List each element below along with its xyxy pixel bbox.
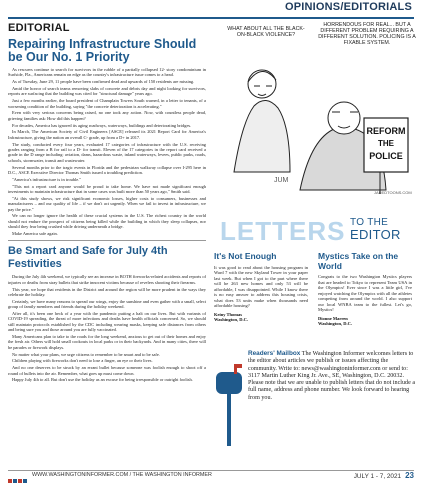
sign-text-1: REFORM: [366, 126, 406, 136]
editorial-para: "At this study shows, we risk significant economic losses, higher costs to consumers, businesses and manufacturers – and our quality of life – if we don't act urgently. When we fail to invest in infrastructure, we pay the price.": [8, 195, 206, 212]
mailbox-content: [248, 350, 416, 402]
footer-url: WWW.WASHINGTONINFORMER.COM / THE WASHINGTON INFORMER: [32, 472, 212, 478]
editorial2-para: Many Americans plan to take to the roads for the long weekend, anxious to get out of their homes and enjoy the fresh air. Others will hold small cookouts in local parks or in their backyards. And in many cities, there will be parades or firework displays.: [8, 334, 206, 350]
page-header: [0, 0, 422, 18]
editorial2-headline: Be Smart and Safe for July 4th Festivities: [8, 245, 168, 271]
editorial-para: For decades, America has ignored its aging roadways, waterways, buildings and deteriorating bridges.: [12, 122, 192, 128]
section-title: OPINIONS/EDITORIALS: [284, 1, 412, 13]
editorial-para: Several months prior to the tragic events in Florida and the pedestrian walkway collapse over I-295 here in D.C., ASCE Executive Director Thomas Smith issued a troubling prediction.: [8, 164, 206, 176]
editorial2-para: During the July 4th weekend, we typically see an increase in BOTH fireworks-related accidents and reports of injuries or deaths from stray bullets that strike innocent victims because of revelers shooting their firearms.: [8, 274, 206, 285]
editorial-para: The study, conducted every four years, evaluated 17 categories of infrastructure with the U.S. receiving grades ranging from a B for rail to a D- for transit. Eleven of the 17 categories in the report card received a grade in the D range including: aviation, dams, hazardous waste, inland waterways, levees, public parks, roads, schools, stormwater, transit and wastewater.: [8, 141, 206, 163]
editorial-kicker: EDITORIAL: [8, 22, 70, 34]
editorial-para: In March, The American Society of Civil Engineers [ASCE] released its 2021 Report Card for America's Infrastructure, giving the nation an overall C- grade, up from a D+ in 2017.: [8, 129, 206, 140]
editorial-para: Even with very serious concerns being raised, no one took any action. Now, with countless people dead, grieving families ask: How did this happen?: [8, 110, 206, 121]
sign-text-2: THE: [378, 139, 394, 148]
editorial-para: As of Tuesday, June 29, 11 people have been confirmed dead and upwards of 150 residents are missing.: [12, 79, 195, 85]
cartoon-credit: JAREDTOONS.COM: [374, 190, 412, 195]
footer-date: [354, 471, 414, 480]
editor-text: EDITOR: [350, 227, 401, 242]
page-number: 23: [405, 471, 414, 480]
letters-banner-big: LETTERS: [220, 216, 346, 246]
cartoon-signature: JUM: [274, 177, 289, 184]
letter-1: [214, 252, 308, 323]
letter-2-place: Washington, D.C.: [318, 321, 353, 326]
editorial-headline: Repairing Infrastructure Should be Our No. 1 Priority: [8, 37, 197, 64]
letter-1-body: It was good to read about the housing program in Ward 7 with the new Skyland Tower in your paper last week. But when I got to the part where there will be 263 new homes and only 53 will be affordable, I was disappointed. While I know there is no easy answer to address this housing crisis, what does 53 units make when thousands need affordable housing?: [214, 264, 308, 308]
mailbox-icon: [214, 358, 244, 448]
cartoon-caption-right: HORRENDOUS FOR REAL... BUT A DIFFERENT PROBLEM REQUIRING A DIFFERENT SOLUTION. POLICING IS A FIXABLE SYSTEM.: [318, 22, 416, 46]
letter-2: [318, 252, 412, 327]
letter-1-place: Washington, D.C.: [214, 317, 249, 322]
letter-2-body: Congrats to the two Washington Mystics players that are headed to Tokyo to represent Team USA in the Olympics! Ever since I was a little girl, I've enjoyed watching the Olympics with all the athletes competing from around the world. I also support our local WNBA team to the fullest. Let's go, Mystics!: [318, 274, 412, 312]
sign-text-3: POLICE: [369, 151, 403, 161]
mailbox-text: The Washington Informer welcomes letters to the editor about articles we publish or issues affecting the community. Write to: news@washingtoninformer.com or send to: 3117 Martin Luther King Jr. Ave., SE, Washington, D.C. 20032. Please note that we are unable to publish letters that do not include a full name, address and phone number. We look forward to hearing from you.: [248, 351, 416, 401]
to-the-text: TO THE: [350, 217, 389, 228]
letter-1-name: Keiny Thomas: [214, 311, 243, 317]
letters-banner-small: [350, 218, 401, 241]
editorial2-para: No matter what your plans, we urge citizens to remember to be smart and to be safe.: [12, 351, 160, 357]
editorial2-para: Certainly, we have many reasons to spread our wings, enjoy the sunshine and even gather with a small, select group of family members and friends during the holiday weekend.: [8, 298, 206, 310]
editorial-cartoon: [214, 22, 416, 198]
editorial2-para: This year, we hope that residents in the District and around the region will be more prudent in the ways they celebrate the holiday.: [8, 286, 206, 298]
footer-squares: [8, 472, 28, 490]
editorial-body: [8, 67, 206, 236]
cartoon-caption-left: WHAT ABOUT ALL THE BLACK-ON-BLACK VIOLENCE?: [227, 26, 305, 38]
divider: [8, 240, 206, 241]
editorial2-para: And no one deserves to be struck by an errant bullet because someone was foolish enough to shoot off a round of bullets into the air. Remember, what goes up must come down.: [8, 365, 206, 376]
editorial2-para: Happy July 4th to all. But don't use the holiday as an excuse for being irresponsible or outright foolish.: [12, 377, 193, 383]
editorial-para: "America's infrastructure is in trouble.": [12, 176, 82, 182]
editorial2-para: After all, it's been one heck of a year with the pandemic putting a halt on our lives. But with variants of COVID-19 spreading, the threat of more infections and deaths have health officials concerned. So, we should still maintain protocols established by the CDC including wearing masks, keeping safe distances from others and being sure you and those around you are fully vaccinated.: [8, 311, 206, 333]
letter-2-name: Dionne Marren: [318, 315, 348, 321]
editorial2-para: Children playing with fireworks don't need to lose a finger, an eye or their lives.: [12, 358, 153, 364]
editorial-para: Make America safe again.: [12, 231, 58, 237]
mailbox-title: Readers' Mailbox: [248, 350, 301, 357]
editorial-para: Just a few months earlier, the board president of Champlain Towers South warned, in a letter to tenants, of a worsening condition of the building, saying "the concrete deterioration is accelerating.": [8, 98, 206, 109]
editorial2-body: [8, 274, 206, 382]
editorial-para: "This not a report card anyone would be proud to take home. We have not made significant enough investments to maintain infrastructure that in some cases was built more than 50 years ago," Smith said.: [8, 183, 206, 195]
readers-mailbox: [214, 350, 416, 450]
letters-banner: [214, 212, 416, 250]
editorial-para: As rescuers continue to search for survivors in the rubble of a partially collapsed 12- story condominium in Surfside, Fla., Americans remain on edge as the country's infrastructure issue comes to a head.: [8, 67, 206, 78]
header-rule: [8, 17, 414, 19]
page-footer: [8, 470, 414, 480]
editorial-column: [8, 22, 206, 384]
footer-date-text: JULY 1 - 7, 2021: [353, 473, 402, 480]
letter-1-title: It's Not Enough: [214, 251, 277, 261]
editorial-para: Amid the horror of search teams removing slabs of concrete and debris day and night looking for survivors, reports are surfacing that the building was cited for "structural damage" years ago.: [8, 86, 206, 97]
letter-2-title: Mystics Take on the World: [318, 251, 399, 271]
editorial-para: We can no longer ignore the health of these crucial systems in the U.S. The richest country in the world should not endure the prospect of citizens being killed while the building in which they sleep collapses, nor should they fear being crushed while driving underneath a bridge.: [8, 213, 206, 230]
